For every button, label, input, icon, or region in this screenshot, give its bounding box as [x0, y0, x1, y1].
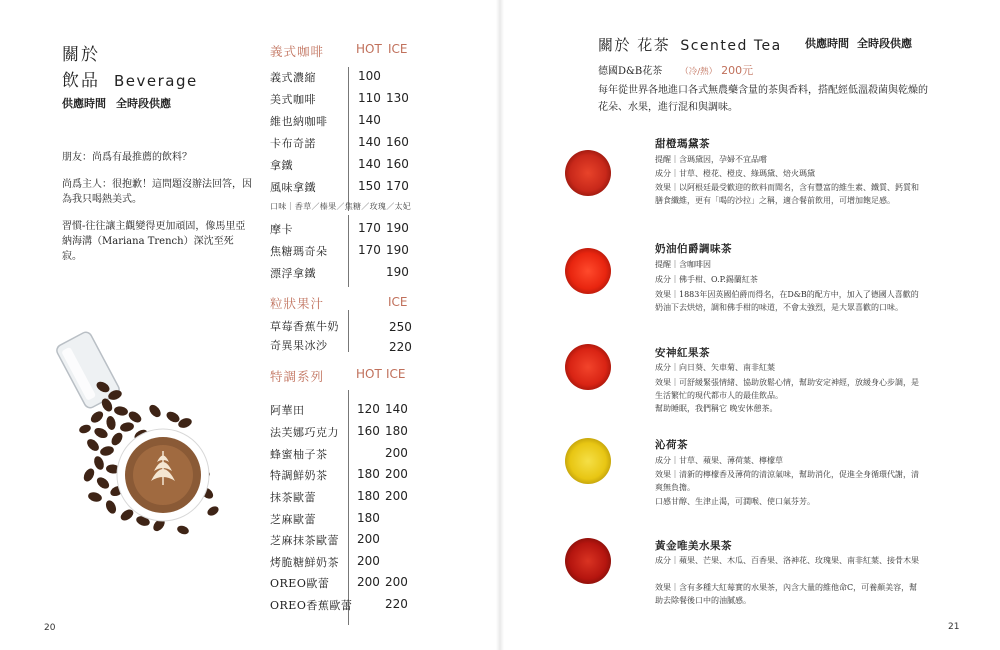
menu-item-ice-price: 140	[385, 402, 408, 416]
hours-label: 供應時間	[805, 37, 849, 50]
menu-item-hot-price: 100	[358, 69, 381, 83]
menu-item-name: 芝麻抹茶歐蕾	[270, 534, 339, 547]
menu-item-ice-price: 200	[385, 575, 408, 589]
tea-intro: 每年從世界各地進口各式無農藥含量的茶與香料，搭配經低溫殺菌與乾燥的花朵、水果，進行混和與調味。	[598, 85, 928, 113]
tea-detail: 提醒｜含瑪黛因，孕婦不宜品嚐	[655, 155, 767, 164]
menu-item-name: 蜂蜜柚子茶	[270, 448, 328, 461]
menu-item-name: 奇異果冰沙	[270, 339, 328, 352]
tea-cup-icon	[565, 248, 611, 294]
beverage-title-en: Beverage	[114, 72, 198, 90]
tea-title-en: Scented Tea	[680, 38, 782, 54]
latte-cup-icon	[117, 429, 209, 521]
beverage-hours	[62, 95, 171, 111]
page-number-right: 21	[948, 622, 960, 632]
menu-item-name: OREO歐蕾	[270, 577, 330, 590]
menu-item-ice-price: 200	[385, 489, 408, 503]
menu-item-name: 拿鐵	[270, 159, 293, 172]
tea-detail: 成分｜甘草、蘋果、薄荷葉、檸檬草	[655, 456, 783, 465]
menu-item-ice-price: 190	[386, 221, 409, 235]
tea-name: 安神紅果茶	[655, 347, 710, 359]
menu-item-name: 風味拿鐵	[270, 181, 316, 194]
scented-tea-title	[598, 34, 782, 55]
menu-item-name: 摩卡	[270, 223, 293, 236]
menu-item-hot-price: 180	[357, 467, 380, 481]
menu-item-hot-price: 200	[357, 554, 380, 568]
tea-title-zh1: 關於	[598, 36, 632, 54]
menu-item-hot-price: 180	[357, 511, 380, 525]
menu-item-hot-price: 120	[357, 402, 380, 416]
menu-item-name: 草莓香蕉牛奶	[270, 320, 339, 333]
beverage-title-line1: 關於	[62, 45, 100, 65]
menu-item-ice-price: 220	[389, 340, 412, 354]
menu-item-name: OREO香蕉歐蕾	[270, 599, 353, 612]
column-divider	[348, 390, 349, 625]
menu-item-ice-price: 160	[386, 157, 409, 171]
special-section-title: 特調系列	[270, 369, 325, 384]
tea-detail: 效果｜1883年因英國伯爵而得名，在D&B的配方中，加入了德國人喜歡的奶油下去烘焙，調和佛手柑的味道，不會太強烈，是大眾喜歡的口味。	[655, 290, 919, 312]
tea-detail: 成分｜甘草、橙花、橙皮、綠瑪黛、焙火瑪黛	[655, 169, 815, 178]
menu-item-ice-price: 190	[386, 265, 409, 279]
menu-item-ice-price: 190	[386, 243, 409, 257]
beverage-title-zh: 飲品	[62, 71, 100, 91]
espresso-hot-header: HOT	[356, 42, 382, 56]
menu-item-name: 法芙娜巧克力	[270, 426, 339, 439]
tea-price: 200元	[721, 64, 754, 77]
menu-item-hot-price: 200	[357, 575, 380, 589]
menu-item-name: 卡布奇諾	[270, 137, 316, 150]
special-hot-header: HOT	[356, 367, 382, 381]
tea-detail: 提醒｜含咖啡因	[655, 260, 711, 269]
tea-detail: 效果｜清新的檸檬香及薄荷的清涼氣味，幫助消化，促進全身循環代謝，清爽無負擔。	[655, 470, 919, 492]
espresso-section-title: 義式咖啡	[270, 44, 325, 59]
tea-name: 甜橙瑪黛茶	[655, 138, 710, 150]
hours-value: 全時段供應	[857, 37, 912, 50]
menu-item-name: 阿華田	[270, 404, 305, 417]
hours-label: 供應時間	[62, 97, 106, 110]
tea-cup-icon	[565, 344, 611, 390]
dialogue-line: 朋友：尚爲有最推薦的飲料？	[62, 152, 192, 163]
menu-item-ice-price: 170	[386, 179, 409, 193]
tea-title-zh2: 花茶	[637, 36, 671, 54]
menu-item-hot-price: 150	[358, 179, 381, 193]
menu-item-name: 芝麻歐蕾	[270, 513, 316, 526]
tea-cup-icon	[565, 438, 611, 484]
menu-item-hot-price: 140	[358, 157, 381, 171]
menu-item-ice-price: 180	[385, 424, 408, 438]
tea-detail: 口感甘醇、生津止渴，可潤喉、使口氣芬芳。	[655, 497, 815, 506]
menu-item-name: 漂浮拿鐵	[270, 267, 316, 280]
column-divider	[348, 310, 349, 352]
menu-item-hot-price: 140	[358, 113, 381, 127]
menu-item-name: 焦糖瑪奇朵	[270, 245, 328, 258]
menu-item-hot-price: 170	[358, 243, 381, 257]
tea-cup-icon	[565, 538, 611, 584]
tea-name: 沁荷茶	[655, 439, 688, 451]
menu-item-ice-price: 220	[385, 597, 408, 611]
book-gutter	[496, 0, 504, 650]
menu-item-hot-price: 200	[357, 532, 380, 546]
hours-value: 全時段供應	[116, 97, 171, 110]
special-ice-header: ICE	[386, 367, 406, 381]
menu-item-name: 義式濃縮	[270, 71, 316, 84]
tea-cup-icon	[565, 150, 611, 196]
tea-detail: 成分｜向日葵、矢車菊、南非紅葉	[655, 363, 775, 372]
tea-detail: 成分｜蘋果、芒果、木瓜、百香果、洛神花、玫瑰果、南非紅葉、接骨木果	[655, 556, 919, 565]
tea-detail: 效果｜可舒緩緊張情緒、協助放鬆心情，幫助安定神經，放緩身心步調，是生活繁忙的現代都市人的最佳飲品。	[655, 378, 919, 400]
tea-temperature: （冷/熱）	[680, 67, 718, 77]
menu-item-hot-price: 160	[357, 424, 380, 438]
menu-item-hot-price: 140	[358, 135, 381, 149]
menu-item-ice-price: 130	[386, 91, 409, 105]
tea-detail: 效果｜含有多種大紅莓實的水果茶，內含大量的維他命C，可養顏美容，幫助去除餐後口中的油膩感。	[655, 583, 918, 605]
juice-section-title: 粒狀果汁	[270, 296, 325, 311]
menu-item-name: 烤脆糖鮮奶茶	[270, 556, 339, 569]
tea-hours	[805, 35, 912, 51]
menu-item-name: 抹茶歐蕾	[270, 491, 316, 504]
menu-item-hot-price: 180	[357, 489, 380, 503]
juice-ice-header: ICE	[388, 295, 408, 309]
tea-brand: 德國D&B花茶	[598, 66, 663, 77]
flavor-options-note: 口味｜香草／榛果／焦糖／玫瑰／太妃	[270, 202, 412, 211]
beverage-title-line2	[62, 66, 198, 91]
tea-name: 黃金唯美水果茶	[655, 540, 732, 552]
tea-detail: 幫助睡眠，我們稱它 晚安休憩茶。	[655, 404, 778, 413]
column-divider	[348, 215, 349, 287]
menu-item-ice-price: 200	[385, 467, 408, 481]
menu-item-name: 維也納咖啡	[270, 115, 328, 128]
menu-item-name: 特調鮮奶茶	[270, 469, 328, 482]
menu-item-ice-price: 160	[386, 135, 409, 149]
column-divider	[348, 67, 349, 211]
tea-detail: 效果｜以阿根廷最受歡迎的飲料而聞名，含有豐富的維生素、鐵質、鈣質和膳食纖維，更有「喝的沙拉」之稱，適合餐前飲用，可增加飽足感。	[655, 183, 919, 205]
menu-item-name: 美式咖啡	[270, 93, 316, 106]
coffee-beans-illustration	[55, 325, 225, 540]
tea-subtitle	[598, 62, 753, 78]
dialogue-line: 習慣-往往讓主觀變得更加頑固，像馬里亞納海溝（Mariana Trench）深沈至死寂。	[62, 221, 246, 262]
menu-item-ice-price: 200	[385, 446, 408, 460]
menu-item-hot-price: 110	[358, 91, 381, 105]
menu-item-ice-price: 250	[389, 320, 412, 334]
espresso-ice-header: ICE	[388, 42, 408, 56]
tea-name: 奶油伯爵調味茶	[655, 243, 732, 255]
menu-item-hot-price: 170	[358, 221, 381, 235]
page-number-left: 20	[44, 623, 56, 633]
tea-detail: 成分｜佛手柑、O.P.錫蘭紅茶	[655, 275, 758, 284]
dialogue-line: 尚爲主人：很抱歉！這問題沒辦法回答，因為我只喝熱美式。	[62, 179, 252, 205]
